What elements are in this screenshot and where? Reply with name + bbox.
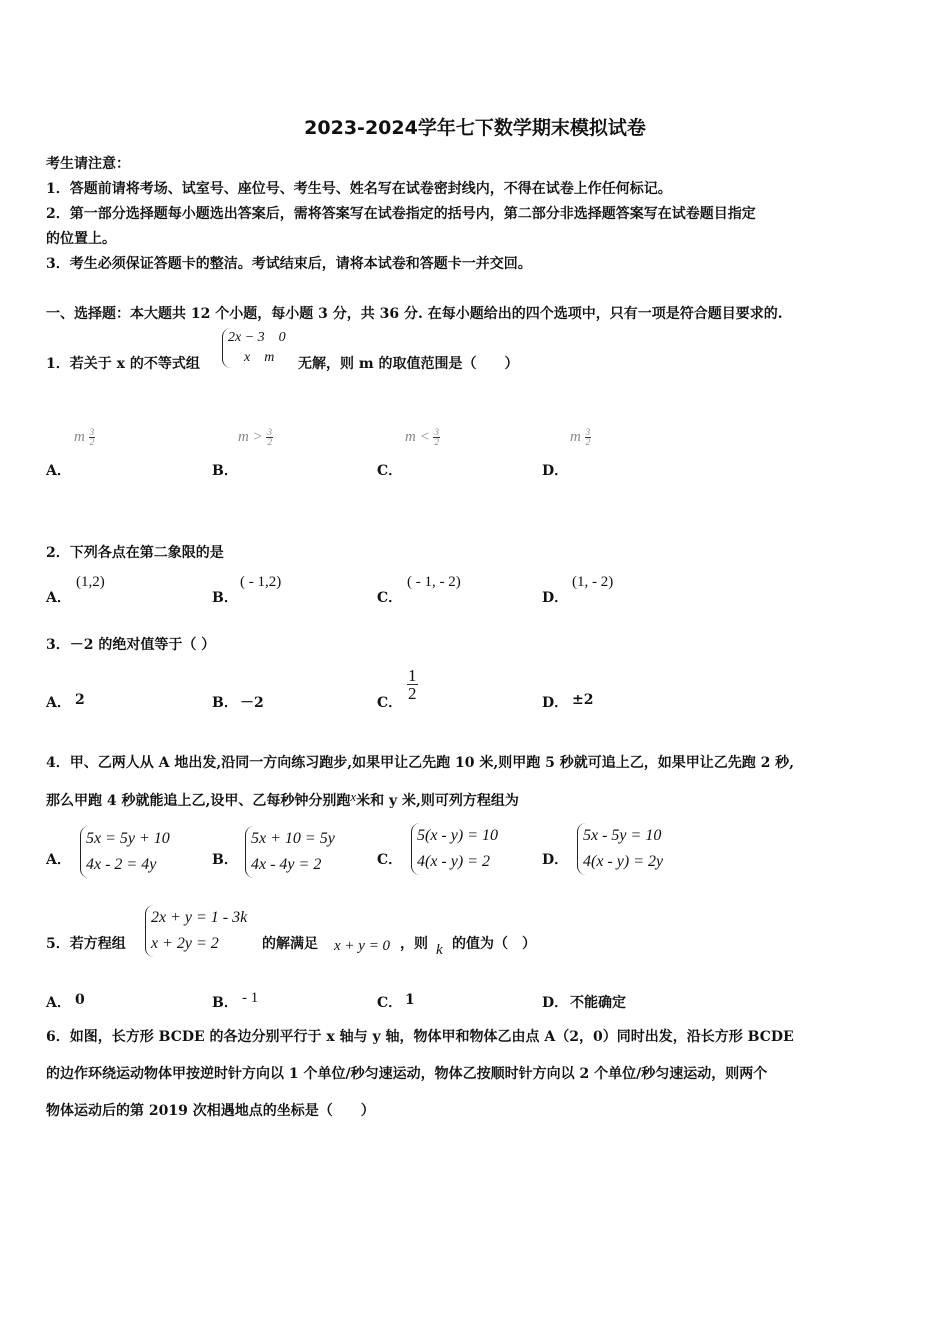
q5-option-c-label: C． [377, 995, 403, 1011]
q4-line2-part2: 米和 y 米,则可列方程组为 [356, 793, 519, 809]
q5-mid2: ，则 [400, 936, 428, 952]
notice-item-2: 2．第一部分选择题每小题选出答案后，需将答案写在试卷指定的括号内，第二部分非选择题答案写在试卷题目指定 [46, 206, 756, 222]
notice-item-2-cont: 的位置上。 [46, 231, 116, 247]
q2-option-a-label: A． [46, 590, 71, 606]
q5-option-c: 1 [405, 992, 415, 1008]
q6-line2: 的边作环绕运动物体甲按逆时针方向以 1 个单位/秒匀速运动，物体乙按顺时针方向以 2 个单位/秒匀速运动，则两个 [46, 1066, 768, 1082]
q3-option-b-label: B． [212, 695, 238, 711]
q3-option-a-label: A． [46, 695, 71, 711]
q4-line1: 4．甲、乙两人从 A 地出发,沿同一方向练习跑步,如果甲让乙先跑 10 米,则甲跑 5 秒就可追上乙，如果甲让乙先跑 2 秒, [46, 755, 795, 771]
section-heading: 一、选择题：本大题共 12 个小题，每小题 3 分，共 36 分. 在每小题给出的四个选项中，只有一项是符合题目要求的. [46, 306, 783, 322]
q4-option-b-eq1: 5x + 10 = 5y [251, 830, 335, 847]
q5-prefix: 5．若方程组 [46, 936, 126, 952]
q1-option-c-expr: m < $\frac{3}{2}$ [405, 427, 439, 447]
q4-option-a-eq2: 4x - 2 = 4y [86, 856, 157, 873]
q5-system-eq2: x + 2y = 2 [151, 935, 219, 952]
q4-option-d-eq2: 4(x - y) = 2y [583, 853, 664, 870]
q4-option-c-label: C． [377, 852, 403, 868]
q5-system-eq1: 2x + y = 1 - 3k [151, 909, 248, 926]
q4-var-x: x [350, 789, 357, 804]
q5-suffix: 的值为（ ） [452, 936, 536, 952]
q2-option-b-label: B． [212, 590, 238, 606]
q5-system [145, 905, 247, 957]
q4-option-b-eq2: 4x - 4y = 2 [251, 856, 322, 873]
q5-option-d: 不能确定 [570, 995, 626, 1011]
notice-item-3: 3．考生必须保证答题卡的整洁。考试结束后，请将本试卷和答题卡一并交回。 [46, 256, 532, 272]
q3-option-c-label: C． [377, 695, 403, 711]
q1-option-a-label: A． [46, 463, 71, 479]
q2-stem: 2．下列各点在第二象限的是 [46, 545, 224, 561]
q2-option-d: (1, - 2) [572, 574, 614, 590]
q1-option-b-label: B． [212, 463, 238, 479]
q6-line3: 物体运动后的第 2019 次相遇地点的坐标是（ ） [46, 1103, 375, 1119]
q3-option-a: 2 [75, 692, 85, 708]
q5-condition: x + y = 0 [334, 938, 391, 954]
q4-option-c-system [411, 823, 498, 875]
q4-line2-part1: 那么甲跑 4 秒就能追上乙,设甲、乙每秒钟分别跑 [46, 793, 351, 809]
q1-system-line1: 2x − 3 0 [228, 330, 286, 345]
q4-option-a-system [80, 826, 170, 878]
page-title: 2023-2024学年七下数学期末模拟试卷 [304, 117, 646, 139]
q5-option-d-label: D． [542, 995, 569, 1011]
q4-option-a-label: A． [46, 852, 71, 868]
q4-line2 [46, 789, 519, 810]
q1-system-line2: x m [244, 350, 275, 365]
q2-option-c: ( - 1, - 2) [407, 574, 461, 590]
q1-option-d-label: D． [542, 463, 569, 479]
q1-option-d-expr: m $\frac{3}{2}$ [570, 427, 591, 447]
q5-option-a: 0 [75, 992, 85, 1008]
q4-option-b-label: B． [212, 852, 238, 868]
q5-mid: 的解满足 [262, 936, 318, 952]
q4-option-c-eq2: 4(x - y) = 2 [417, 853, 490, 870]
q1-system [222, 328, 286, 368]
q3-option-c-fraction: $\frac{1}{2}$ [408, 666, 417, 703]
q3-option-b: －2 [240, 695, 264, 711]
q4-option-a-eq1: 5x = 5y + 10 [86, 830, 170, 847]
q1-prefix: 1．若关于 x 的不等式组 [46, 356, 200, 372]
q4-option-d-eq1: 5x - 5y = 10 [583, 827, 662, 844]
q3-option-d: ±2 [572, 692, 594, 708]
q4-option-d-system [577, 823, 663, 875]
q1-option-b-expr: m > $\frac{3}{2}$ [238, 427, 272, 447]
q2-option-a: (1,2) [76, 574, 105, 590]
q5-var-k: k [436, 942, 443, 958]
q1-option-c-label: C． [377, 463, 403, 479]
q2-option-b: ( - 1,2) [240, 574, 282, 590]
notice-heading: 考生请注意： [46, 156, 130, 172]
q2-option-c-label: C． [377, 590, 403, 606]
q3-stem: 3．－2 的绝对值等于（ ） [46, 637, 216, 653]
q1-option-a-expr: m $\frac{3}{2}$ [74, 427, 95, 447]
q3-option-d-label: D． [542, 695, 569, 711]
q1-suffix: 无解，则 m 的取值范围是（ ） [298, 356, 519, 372]
q6-line1: 6．如图，长方形 BCDE 的各边分别平行于 x 轴与 y 轴，物体甲和物体乙由点 A（2，0）同时出发，沿长方形 BCDE [46, 1029, 794, 1045]
q4-option-d-label: D． [542, 852, 569, 868]
q4-option-c-eq1: 5(x - y) = 10 [417, 827, 498, 844]
notice-item-1: 1．答题前请将考场、试室号、座位号、考生号、姓名写在试卷密封线内，不得在试卷上作任何标记。 [46, 181, 672, 197]
q5-option-b-label: B． [212, 995, 238, 1011]
q4-option-b-system [245, 826, 335, 878]
q5-option-a-label: A． [46, 995, 71, 1011]
q2-option-d-label: D． [542, 590, 569, 606]
q5-option-b: - 1 [242, 990, 259, 1006]
